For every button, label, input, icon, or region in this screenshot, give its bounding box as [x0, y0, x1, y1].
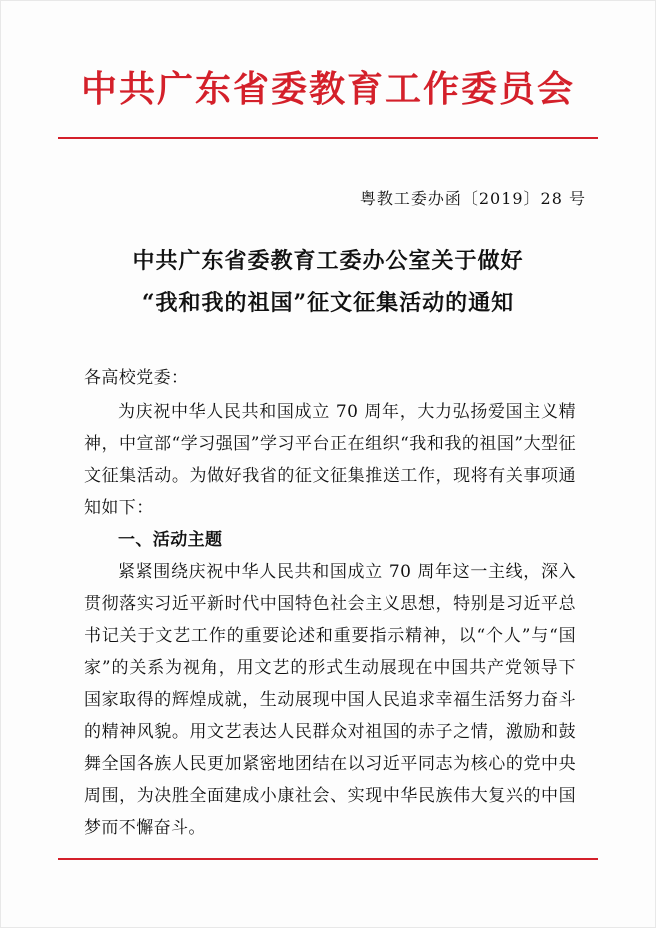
document-title-line-1: 中共广东省委教育工委办公室关于做好 [132, 248, 524, 274]
organization-name: 中共广东省委教育工作委员会 [80, 68, 575, 110]
section-paragraph-1: 紧紧围绕庆祝中华人民共和国成立 70 周年这一主线，深入贯彻落实习近平新时代中国特色社会主义思想，特别是习近平总书记关于文艺工作的重要论述和重要指示精神，以“个人”与“国家”的关系为视角，用文艺的形式生动展现在中国共产党领导下国家取得的辉煌成就，生动展现中国人民追求幸福生活努力奋斗的精神风貌。用文艺表达人民群众对祖国的赤子之情，激励和鼓舞全国各族人民更加紧密地团结在以习近平同志为核心的党中央周围，为决胜全面建成小康社会、实现中华民族伟大复兴的中国梦而不懈奋斗。 [84, 562, 576, 838]
footer-divider-rule [58, 858, 598, 860]
body-paragraph-1: 为庆祝中华人民共和国成立 70 周年，大力弘扬爱国主义精神，中宣部“学习强国”学习平台正在组织“我和我的祖国”大型征文征集活动。为做好我省的征文征集推送工作，现将有关事项通知如下： [84, 402, 576, 518]
document-title-line-2: “我和我的祖国”征文征集活动的通知 [141, 290, 515, 316]
masthead [0, 68, 656, 111]
document-title [60, 240, 596, 324]
document-number: 粤教工委办函〔2019〕28 号 [359, 189, 586, 208]
section-heading-1: 一、活动主题 [118, 530, 223, 550]
document-body [84, 362, 576, 844]
masthead-divider-rule [58, 137, 598, 139]
salutation: 各高校党委： [84, 368, 189, 388]
